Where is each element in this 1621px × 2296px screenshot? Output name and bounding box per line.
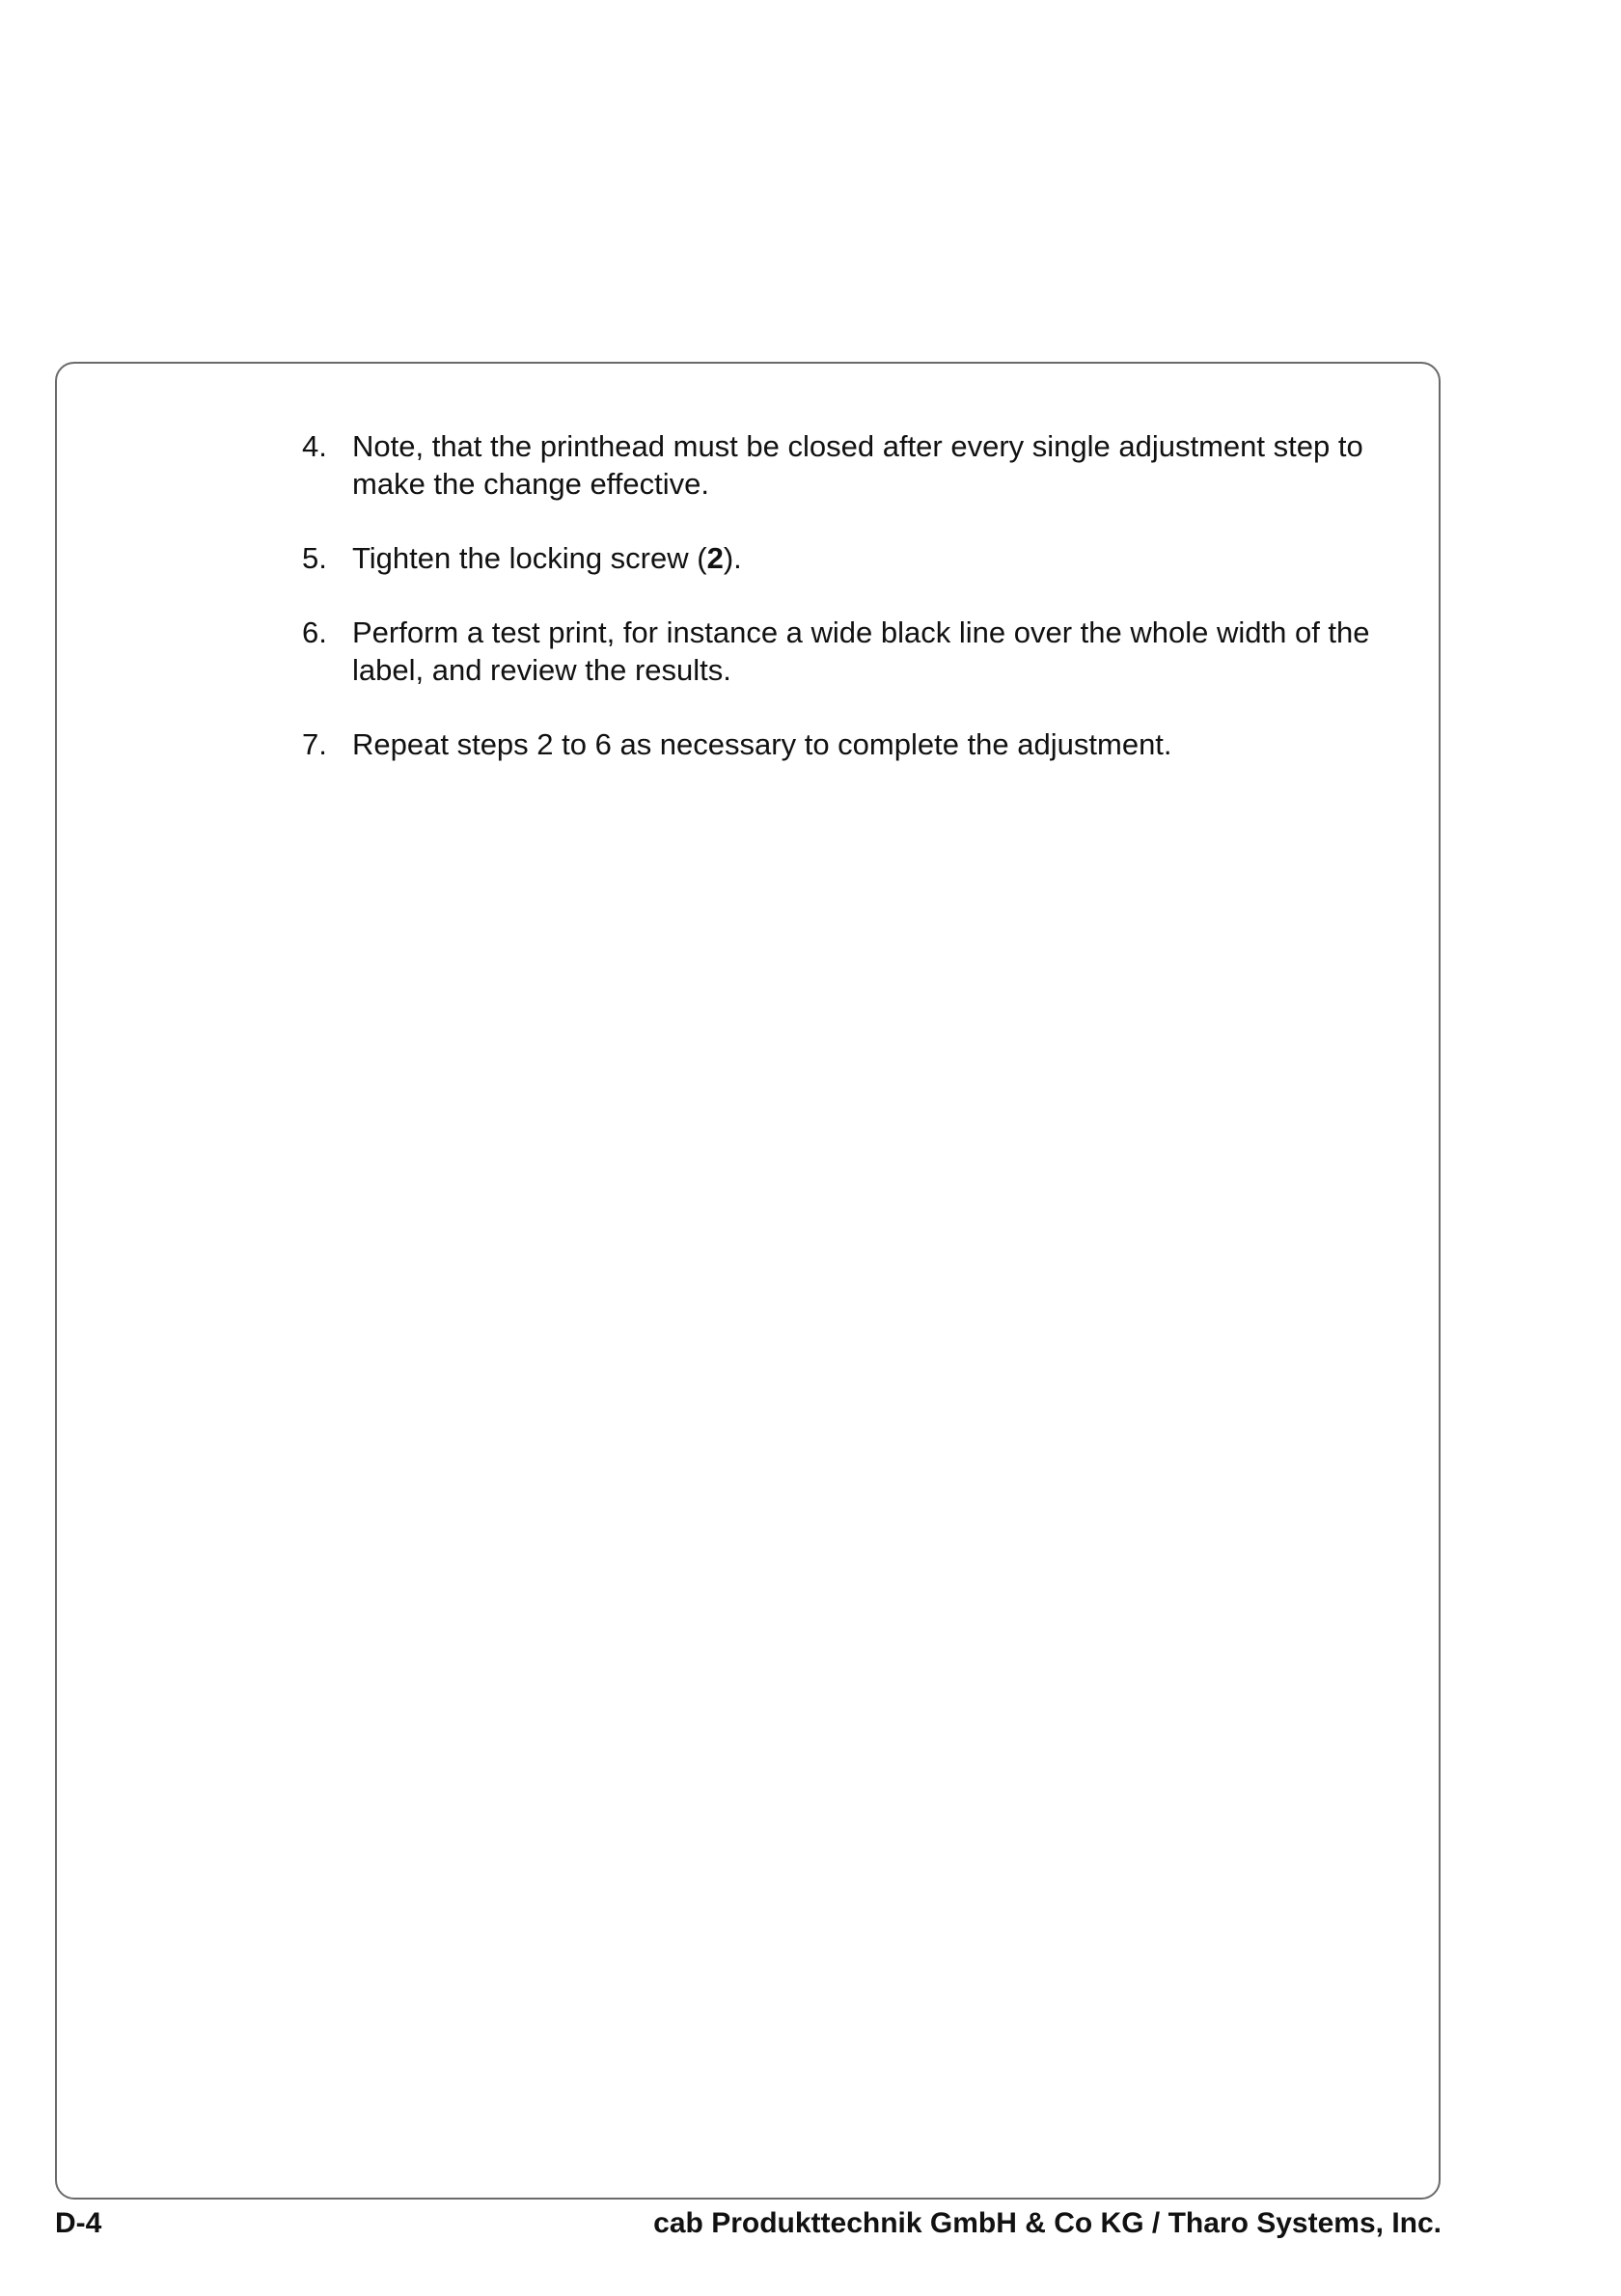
step-number: 7. <box>302 727 327 761</box>
step-number: 4. <box>302 429 327 463</box>
step-text: Repeat steps 2 to 6 as necessary to complete the adjustment. <box>352 727 1172 761</box>
page-number: D-4 <box>55 2207 102 2239</box>
step-number: 6. <box>302 615 327 649</box>
instruction-steps <box>302 427 1402 800</box>
step-number: 5. <box>302 541 327 575</box>
step-item <box>302 427 1402 503</box>
step-item <box>302 539 1402 577</box>
step-text-before: Tighten the locking screw ( <box>352 541 707 575</box>
step-text: Perform a test print, for instance a wide black line over the whole width of the label, and review the results. <box>352 615 1370 687</box>
step-item <box>302 725 1402 763</box>
step-text-after: ). <box>723 541 742 575</box>
step-text: Note, that the printhead must be closed after every single adjustment step to make the change effective. <box>352 429 1363 501</box>
step-item <box>302 614 1402 689</box>
step-reference-number: 2 <box>706 541 724 575</box>
step-text <box>352 539 1402 577</box>
footer-company: cab Produkttechnik GmbH & Co KG / Tharo Systems, Inc. <box>653 2207 1442 2239</box>
